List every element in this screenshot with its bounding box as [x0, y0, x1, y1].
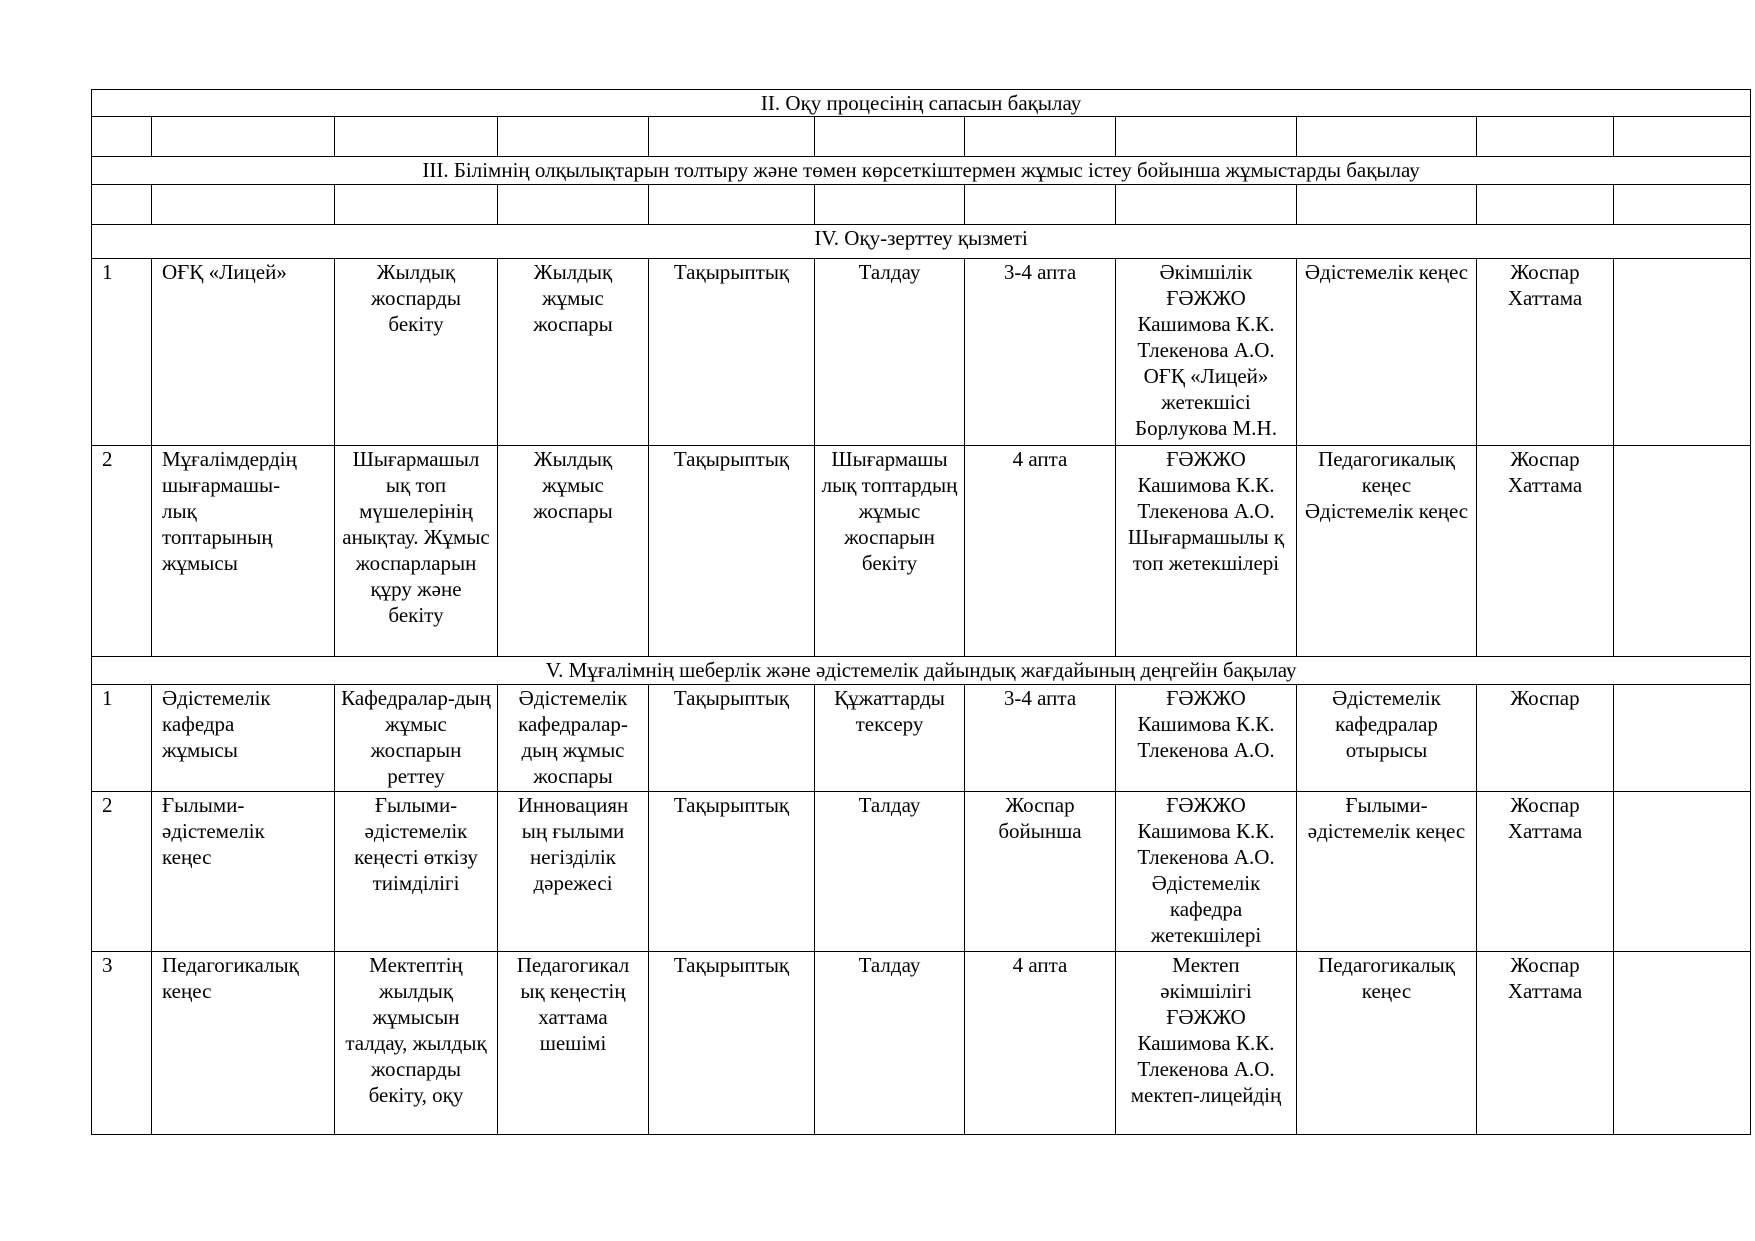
review-place: Әдістемелік кафедралар отырысы: [1297, 685, 1477, 792]
control-method: Талдау: [815, 952, 965, 1135]
control-deadline: Жоспар бойынша: [965, 792, 1116, 952]
control-result: Жоспар Хаттама: [1477, 952, 1614, 1135]
empty-cell: [1116, 117, 1297, 157]
empty-cell: [965, 185, 1116, 225]
control-type: Тақырыптық: [649, 259, 815, 446]
empty-cell: [965, 117, 1116, 157]
row-number: 2: [92, 446, 152, 657]
control-content: Жылдық жұмыс жоспары: [498, 446, 649, 657]
empty-cell: [1614, 185, 1751, 225]
empty-cell: [1297, 117, 1477, 157]
row-number: 1: [92, 259, 152, 446]
control-responsible: ҒӘЖЖО Кашимова К.К. Тлекенова А.О. Әдістемелік кафедра жетекшілері: [1116, 792, 1297, 952]
control-object: Ғылыми- әдістемелік кеңес: [152, 792, 335, 952]
section-title-3: III. Білімнің олқылықтарын толтыру және төмен көрсеткіштермен жұмыс істеу бойынша жұмыстарды бақылау: [92, 157, 1751, 185]
control-object: ОҒҚ «Лицей»: [152, 259, 335, 446]
control-type: Тақырыптық: [649, 952, 815, 1135]
row-number: 1: [92, 685, 152, 792]
control-object: Әдістемелік кафедра жұмысы: [152, 685, 335, 792]
table-row: [92, 446, 1751, 657]
control-goal: Ғылыми-әдістемелік кеңесті өткізу тиімділігі: [335, 792, 498, 952]
empty-cell: [649, 185, 815, 225]
control-object: Педагогикалық кеңес: [152, 952, 335, 1135]
control-plan-table: [91, 89, 1751, 1135]
control-method: Шығармашы лық топтардың жұмыс жоспарын бекіту: [815, 446, 965, 657]
empty-cell: [1297, 185, 1477, 225]
control-deadline: 4 апта: [965, 952, 1116, 1135]
section-header-row: [92, 657, 1751, 685]
table-row: [92, 792, 1751, 952]
empty-cell: [815, 185, 965, 225]
control-method: Құжаттарды тексеру: [815, 685, 965, 792]
empty-cell: [92, 117, 152, 157]
extra-cell: [1614, 685, 1751, 792]
control-content: Инновациян ың ғылыми негізділік дәрежесі: [498, 792, 649, 952]
control-deadline: 4 апта: [965, 446, 1116, 657]
control-result: Жоспар: [1477, 685, 1614, 792]
section-title-5: V. Мұғалімнің шеберлік және әдістемелік дайындық жағдайының деңгейін бақылау: [92, 657, 1751, 685]
empty-cell: [649, 117, 815, 157]
empty-cell: [335, 185, 498, 225]
control-object: Мұғалімдердің шығармашы- лық топтарының жұмысы: [152, 446, 335, 657]
control-deadline: 3-4 апта: [965, 259, 1116, 446]
control-goal: Мектептің жылдық жұмысын талдау, жылдық жоспарды бекіту, оқу: [335, 952, 498, 1135]
control-responsible: ҒӘЖЖО Кашимова К.К. Тлекенова А.О. Шығармашылы қ топ жетекшілері: [1116, 446, 1297, 657]
control-goal: Шығармашыл ық топ мүшелерінің анықтау. Жұмыс жоспарларын құру және бекіту: [335, 446, 498, 657]
control-deadline: 3-4 апта: [965, 685, 1116, 792]
control-result: Жоспар Хаттама: [1477, 259, 1614, 446]
control-content: Әдістемелік кафедралар-дың жұмыс жоспары: [498, 685, 649, 792]
control-type: Тақырыптық: [649, 685, 815, 792]
section-header-row: [92, 225, 1751, 259]
extra-cell: [1614, 446, 1751, 657]
control-method: Талдау: [815, 259, 965, 446]
section-header-row: [92, 90, 1751, 117]
control-type: Тақырыптық: [649, 446, 815, 657]
review-place: Педагогикалық кеңес: [1297, 952, 1477, 1135]
empty-cell: [335, 117, 498, 157]
section-title-4: IV. Оқу-зерттеу қызметі: [92, 225, 1751, 259]
row-number: 2: [92, 792, 152, 952]
control-content: Жылдық жұмыс жоспары: [498, 259, 649, 446]
extra-cell: [1614, 792, 1751, 952]
table-row: [92, 685, 1751, 792]
empty-cell: [815, 117, 965, 157]
control-result: Жоспар Хаттама: [1477, 446, 1614, 657]
empty-cell: [92, 185, 152, 225]
empty-row: [92, 185, 1751, 225]
review-place: Педагогикалық кеңес Әдістемелік кеңес: [1297, 446, 1477, 657]
row-number: 3: [92, 952, 152, 1135]
section-title-2: II. Оқу процесінің сапасын бақылау: [92, 90, 1751, 117]
review-place: Ғылыми-әдістемелік кеңес: [1297, 792, 1477, 952]
control-responsible: Әкімшілік ҒӘЖЖО Кашимова К.К. Тлекенова А.О. ОҒҚ «Лицей» жетекшісі Борлукова М.Н.: [1116, 259, 1297, 446]
extra-cell: [1614, 259, 1751, 446]
empty-row: [92, 117, 1751, 157]
empty-cell: [152, 185, 335, 225]
control-method: Талдау: [815, 792, 965, 952]
empty-cell: [1477, 117, 1614, 157]
control-result: Жоспар Хаттама: [1477, 792, 1614, 952]
extra-cell: [1614, 952, 1751, 1135]
empty-cell: [1116, 185, 1297, 225]
control-content: Педагогикал ық кеңестің хаттама шешімі: [498, 952, 649, 1135]
table-row: [92, 259, 1751, 446]
section-header-row: [92, 157, 1751, 185]
control-responsible: Мектеп әкімшілігі ҒӘЖЖО Кашимова К.К. Тлекенова А.О. мектеп-лицейдің: [1116, 952, 1297, 1135]
empty-cell: [498, 185, 649, 225]
control-goal: Кафедралар-дың жұмыс жоспарын реттеу: [335, 685, 498, 792]
empty-cell: [1614, 117, 1751, 157]
control-responsible: ҒӘЖЖО Кашимова К.К. Тлекенова А.О.: [1116, 685, 1297, 792]
empty-cell: [1477, 185, 1614, 225]
empty-cell: [152, 117, 335, 157]
control-goal: Жылдық жоспарды бекіту: [335, 259, 498, 446]
table-row: [92, 952, 1751, 1135]
control-type: Тақырыптық: [649, 792, 815, 952]
empty-cell: [498, 117, 649, 157]
review-place: Әдістемелік кеңес: [1297, 259, 1477, 446]
